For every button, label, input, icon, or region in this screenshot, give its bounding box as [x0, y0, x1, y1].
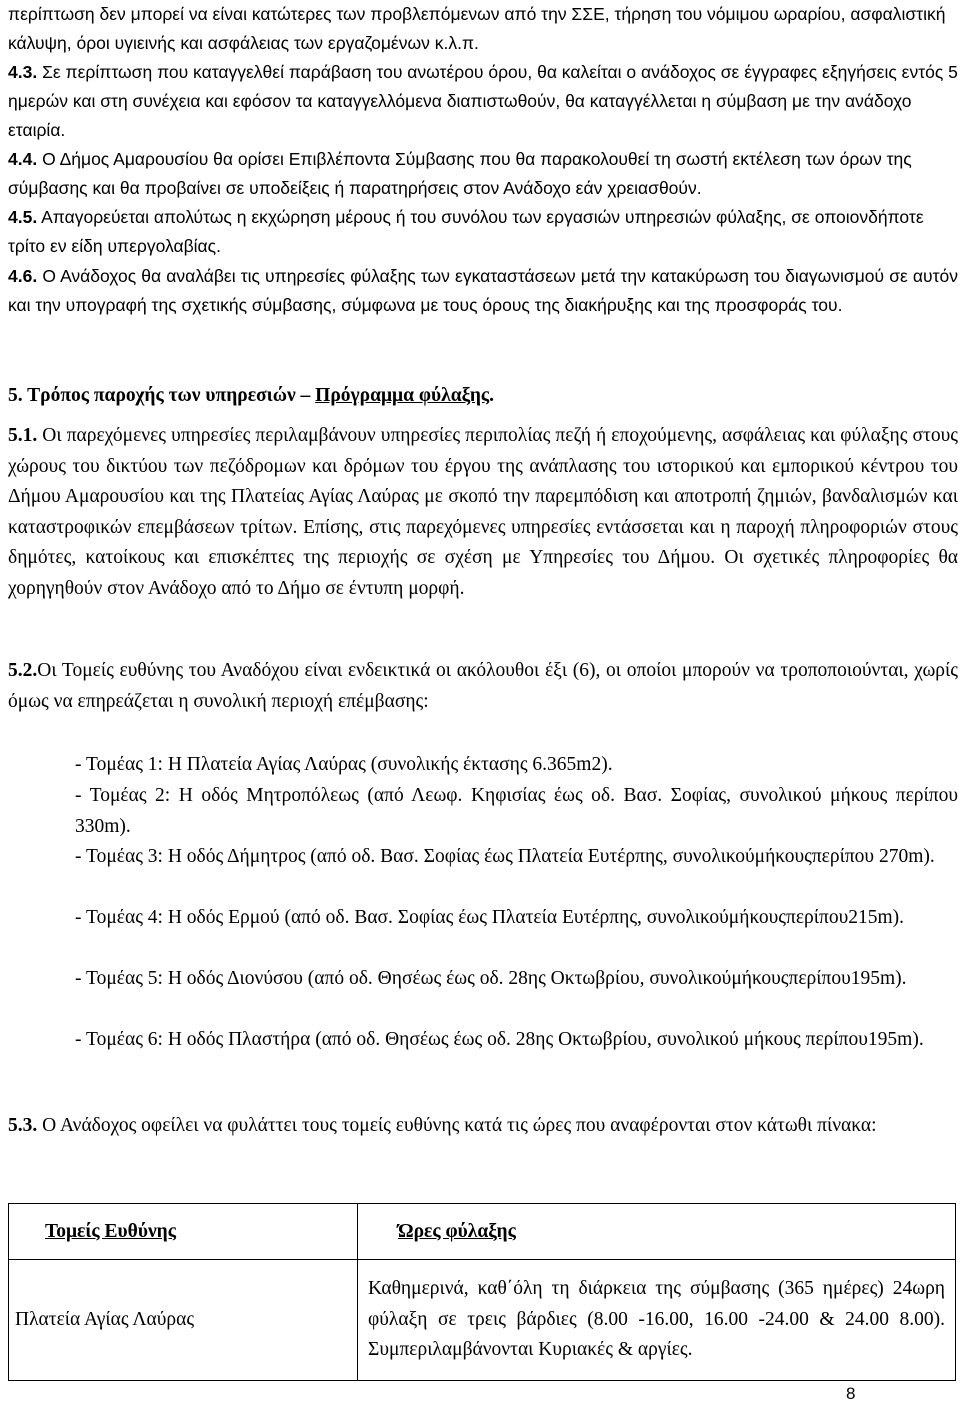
paragraph-text: Ο Ανάδοχος οφείλει να φυλάττει τους τομείς ευθύνης κατά τις ώρες που αναφέρονται στον κάτωθι πίνακα:: [37, 1115, 877, 1136]
table-cell: Πλατεία Αγίας Λαύρας: [9, 1260, 358, 1381]
paragraph-text: Οι Τομείς ευθύνης του Αναδόχου είναι ενδεικτικά οι ακόλουθοι έξι (6), οι οποίοι μπορούν να τροποποιούνται, χωρίς όμως να επηρεάζεται η συνολική περιοχή επέμβασης:: [8, 660, 958, 712]
paragraph-5-1: [8, 421, 958, 604]
list-item: - Τομέας 3: Η οδός Δήμητρος (από οδ. Βασ. Σοφίας έως Πλατεία Ευτέρπης, συνολικούμήκουςπερίπου 270m).: [75, 846, 935, 867]
paragraph-4-4: [8, 145, 958, 203]
list-item: - Τομέας 1: Η Πλατεία Αγίας Λαύρας (συνολικής έκτασης 6.365m2).: [75, 754, 613, 775]
paragraph-text: Ο Ανάδοχος θα αναλάβει τις υπηρεσίες φύλαξης των εγκαταστάσεων μετά την κατακύρωση του διαγωνισμού σε αυτόν και την υπογραφή της σχετικής σύμβασης, σύμφωνα με τους όρους της διακήρυξης και της προσφοράς του.: [8, 266, 958, 315]
paragraph-4-3: [8, 58, 958, 145]
paragraph-number: 4.3.: [8, 62, 38, 82]
table-header: Ώρες φύλαξης: [358, 1204, 956, 1260]
paragraph-text: περίπτωση δεν μπορεί να είναι κατώτερες των προβλεπόμενων από την ΣΣΕ, τήρηση του νόμιμου ωραρίου, ασφαλιστική κάλυψη, όροι υγιεινής και ασφάλειας των εργαζομένων κ.λ.π.: [8, 4, 946, 53]
list-item: - Τομέας 5: Η οδός Διονύσου (από οδ. Θησέως έως οδ. 28ης Οκτωβρίου, συνολικούμήκουςπερίπου195m).: [75, 968, 907, 989]
guard-hours-table: [8, 1203, 956, 1381]
paragraph-4-2-continued: [8, 0, 958, 58]
table-cell: Καθημερινά, καθ΄όλη τη διάρκεια της σύμβασης (365 ημέρες) 24ωρη φύλαξη σε τρεις βάρδιες (8.00 -16.00, 16.00 -24.00 & 24.00 8.00). Συμπεριλαμβάνονται Κυριακές & αργίες.: [358, 1260, 956, 1381]
paragraph-4-6: [8, 262, 958, 320]
table-header: Τομείς Ευθύνης: [9, 1204, 358, 1260]
paragraph-number: 5.2.: [8, 660, 38, 681]
list-item: - Τομέας 6: Η οδός Πλαστήρα (από οδ. Θησέως έως οδ. 28ης Οκτωβρίου, συνολικού μήκους περίπου195m).: [75, 1029, 924, 1050]
list-item: - Τομέας 4: Η οδός Ερμού (από οδ. Βασ. Σοφίας έως Πλατεία Ευτέρπης, συνολικούμήκουςπερίπου215m).: [75, 907, 905, 928]
table-header-row: [9, 1204, 956, 1260]
page-number: 8: [846, 1384, 856, 1403]
paragraph-text: Απαγορεύεται απολύτως η εκχώρηση μέρους ή του συνόλου των εργασιών υπηρεσιών φύλαξης, σε οποιονδήποτε τρίτο εν είδη υπεργολαβίας.: [8, 207, 924, 256]
paragraph-number: 5.3.: [8, 1115, 38, 1136]
paragraph-text: Οι παρεχόμενες υπηρεσίες περιλαμβάνουν υπηρεσίες περιπολίας πεζή ή εποχούμενης, ασφάλειας και φύλαξης στους χώρους του δικτύου των πεζόδρομων και δρόμων του έργου της ανάπλασης του ιστορικού και εμπορικού κέντρου του Δήμου Αμαρουσίου και της Πλατείας Αγίας Λαύρας με σκοπό την παρεμπόδιση και αποτροπή ζημιών, βανδαλισμών και καταστροφικών επεμβάσεων τρίτων. Επίσης, στις παρεχόμενες υπηρεσίες εντάσσεται και η παροχή πληροφοριών στους δημότες, κατοίκους και επισκέπτες της περιοχής σε σχέση με Υπηρεσίες του Δήμου. Οι σχετικές πληροφορίες θα χορηγηθούν στον Ανάδοχο από το Δήμο σε έντυπη μορφή.: [8, 425, 958, 599]
paragraph-number: 4.4.: [8, 149, 38, 169]
paragraph-number: 4.5.: [8, 207, 38, 227]
table-row: [9, 1260, 956, 1381]
paragraph-text: Σε περίπτωση που καταγγελθεί παράβαση του ανωτέρου όρου, θα καλείται ο ανάδοχος σε έγγραφες εξηγήσεις εντός 5 ημερών και στη συνέχεια και εφόσον τα καταγγελλόμενα διαπιστωθούν, θα καταγγέλλεται η σύμβαση με την ανάδοχο εταιρία.: [8, 62, 958, 140]
list-item: - Τομέας 2: Η οδός Μητροπόλεως (από Λεωφ. Κηφισίας έως οδ. Βασ. Σοφίας, συνολικού μήκους περίπου 330m).: [75, 785, 958, 837]
paragraph-number: 5.1.: [8, 425, 38, 446]
paragraph-4-5: [8, 203, 958, 261]
section-5-heading: 5. Τρόπος παροχής των υπηρεσιών – Πρόγραμμα φύλαξης.: [8, 385, 495, 406]
paragraph-5-2: [8, 656, 958, 717]
paragraph-number: 4.6.: [8, 266, 38, 286]
paragraph-5-3: [8, 1111, 958, 1142]
paragraph-text: Ο Δήμος Αμαρουσίου θα ορίσει Επιβλέποντα Σύμβασης που θα παρακολουθεί τη σωστή εκτέλεση των όρων της σύμβασης και θα προβαίνει σε υποδείξεις ή παρατηρήσεις στον Ανάδοχο εάν χρειασθούν.: [8, 149, 912, 198]
